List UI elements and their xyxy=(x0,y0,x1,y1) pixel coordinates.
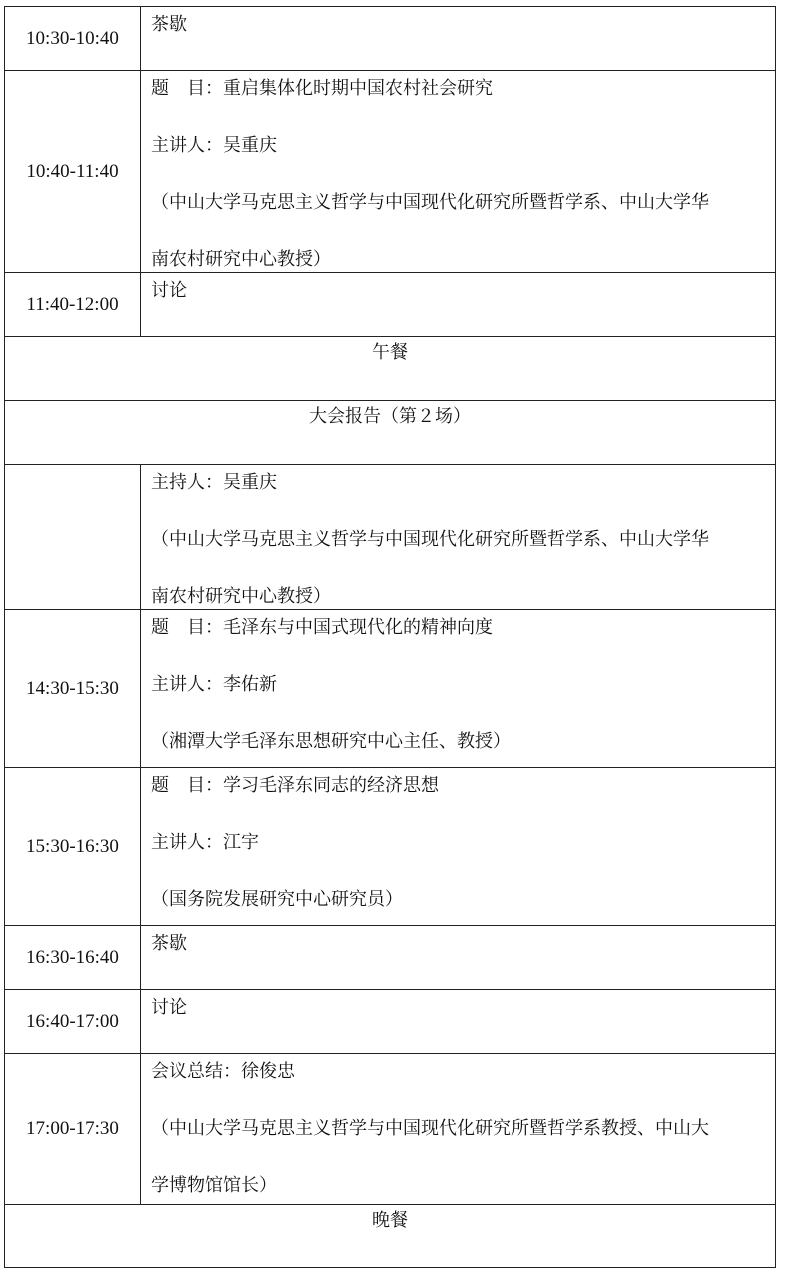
section-heading-row xyxy=(4,1204,776,1268)
content-cell xyxy=(141,990,775,1053)
content-line: 讨论 xyxy=(151,997,187,1018)
time-cell: 16:30-16:40 xyxy=(5,926,141,989)
content-cell xyxy=(141,465,775,609)
content-cell xyxy=(141,71,775,272)
table-row xyxy=(4,70,776,272)
table-row xyxy=(4,925,776,989)
content-cell xyxy=(141,926,775,989)
content-cell xyxy=(141,7,775,70)
section-heading-row xyxy=(4,400,776,464)
section-heading-row xyxy=(4,336,776,400)
section-heading xyxy=(5,337,775,400)
host: 主持人：吴重庆 xyxy=(151,472,277,493)
affiliation-line: （中山大学马克思主义哲学与中国现代化研究所暨哲学系、中山大学华 xyxy=(151,529,709,550)
heading-text: 午餐 xyxy=(372,342,408,363)
table-row xyxy=(4,1053,776,1204)
table-row xyxy=(4,609,776,767)
talk-title: 题 目：毛泽东与中国式现代化的精神向度 xyxy=(151,617,493,638)
heading-text: 大会报告（第２场） xyxy=(309,406,471,427)
content-cell xyxy=(141,768,775,925)
time-cell: 11:40-12:00 xyxy=(5,273,141,336)
time-cell: 14:30-15:30 xyxy=(5,610,141,767)
speaker: 主讲人：江宇 xyxy=(151,832,259,853)
content-line: 茶歇 xyxy=(151,933,187,954)
content-cell xyxy=(141,1054,775,1204)
table-row xyxy=(4,989,776,1053)
time-cell: 10:30-10:40 xyxy=(5,7,141,70)
content-line: 讨论 xyxy=(151,280,187,301)
speaker: 主讲人：李佑新 xyxy=(151,674,277,695)
table-row xyxy=(4,767,776,925)
affiliation-line: 南农村研究中心教授） xyxy=(151,586,331,607)
section-heading xyxy=(5,401,775,464)
summary-speaker: 会议总结：徐俊忠 xyxy=(151,1061,295,1082)
table-row xyxy=(4,464,776,609)
table-row xyxy=(4,272,776,336)
content-cell xyxy=(141,273,775,336)
talk-title: 题 目：重启集体化时期中国农村社会研究 xyxy=(151,78,493,99)
time-cell: 15:30-16:30 xyxy=(5,768,141,925)
time-cell: 16:40-17:00 xyxy=(5,990,141,1053)
affiliation-line: （中山大学马克思主义哲学与中国现代化研究所暨哲学系教授、中山大 xyxy=(151,1118,709,1139)
section-heading xyxy=(5,1205,775,1267)
table-row xyxy=(4,6,776,70)
time-cell: 10:40-11:40 xyxy=(5,71,141,272)
affiliation-line: （湘潭大学毛泽东思想研究中心主任、教授） xyxy=(151,731,511,752)
affiliation-line: 南农村研究中心教授） xyxy=(151,249,331,270)
time-cell: 17:00-17:30 xyxy=(5,1054,141,1204)
affiliation-line: 学博物馆馆长） xyxy=(151,1175,277,1196)
affiliation-line: （中山大学马克思主义哲学与中国现代化研究所暨哲学系、中山大学华 xyxy=(151,192,709,213)
content-line: 茶歇 xyxy=(151,14,187,35)
affiliation-line: （国务院发展研究中心研究员） xyxy=(151,889,403,910)
talk-title: 题 目：学习毛泽东同志的经济思想 xyxy=(151,775,439,796)
heading-text: 晚餐 xyxy=(372,1210,408,1231)
time-cell xyxy=(5,465,141,609)
speaker: 主讲人：吴重庆 xyxy=(151,135,277,156)
schedule-table xyxy=(4,6,776,1268)
content-cell xyxy=(141,610,775,767)
